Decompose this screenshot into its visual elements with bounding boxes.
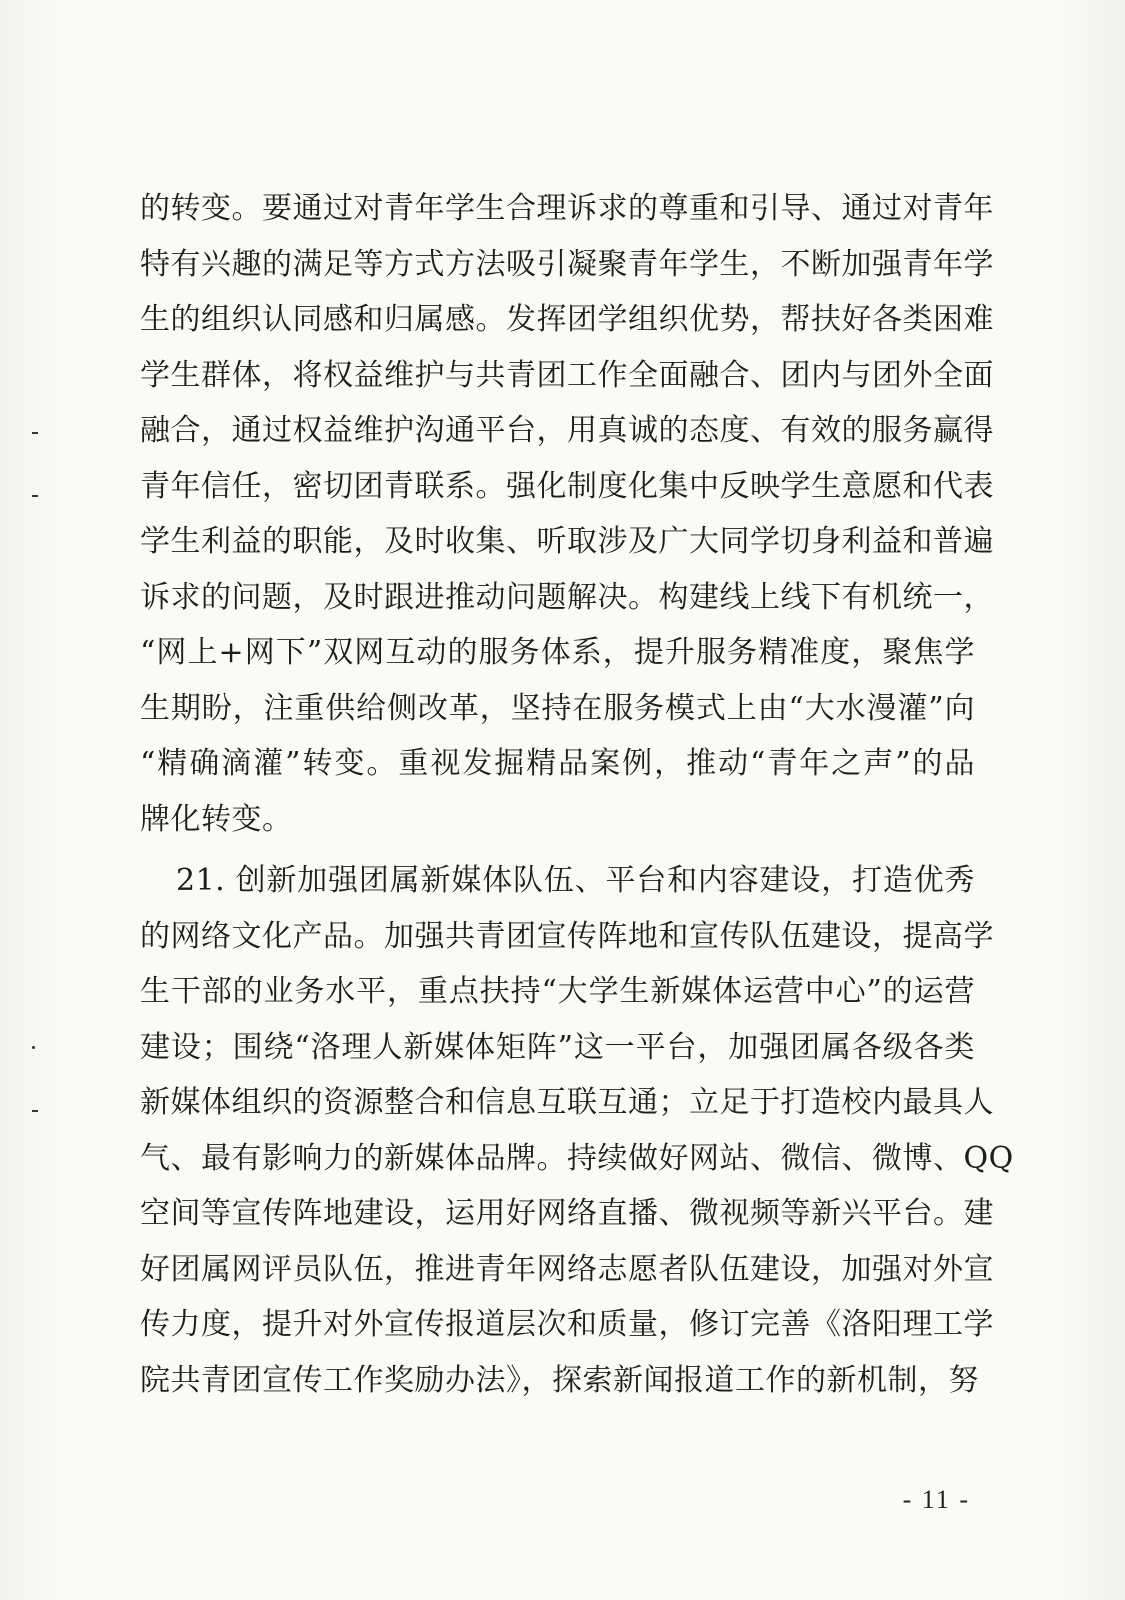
text-line: 生期盼，注重供给侧改革，坚持在服务模式上由“大水漫灌”向 [140, 690, 975, 726]
text-line: 学生利益的职能，及时收集、听取涉及广大同学切身利益和普遍 [140, 524, 994, 559]
text-line: 生的组织认同感和归属感。发挥团学组织优势，帮扶好各类困难 [140, 302, 994, 337]
text-line: “精确滴灌”转变。重视发掘精品案例，推动“青年之声”的品 [140, 746, 975, 781]
text-line: 传力度，提升对外宣传报道层次和质量，修订完善《洛阳理工学 [140, 1307, 994, 1342]
text-line: 青年信任，密切团青联系。强化制度化集中反映学生意愿和代表 [140, 468, 994, 504]
text-line: 好团属网评员队伍，推进青年网络志愿者队伍建设，加强对外宣 [140, 1251, 994, 1287]
text-line: 空间等宣传阵地建设，运用好网络直播、微视频等新兴平台。建 [140, 1196, 994, 1231]
text-line: 气、最有影响力的新媒体品牌。持续做好网站、微信、微博、QQ [140, 1140, 1014, 1176]
text-line: 牌化转变。 [140, 801, 293, 837]
text-line: 融合，通过权益维护沟通平台，用真诚的态度、有效的服务赢得 [140, 413, 994, 448]
margin-mark [32, 432, 38, 434]
text-line: 建设；围绕“洛理人新媒体矩阵”这一平台，加强团属各级各类 [140, 1029, 975, 1065]
page-number: - 11 - [902, 1485, 970, 1514]
text-line: 学生群体，将权益维护与共青团工作全面融合、团内与团外全面 [140, 357, 994, 393]
text-line: 特有兴趣的满足等方式方法吸引凝聚青年学生，不断加强青年学 [140, 246, 994, 282]
text-line: 的网络文化产品。加强共青团宣传阵地和宣传队伍建设，提高学 [140, 918, 994, 954]
text-line: 新媒体组织的资源整合和信息互联互通；立足于打造校内最具人 [140, 1085, 994, 1120]
text-line: 诉求的问题，及时跟进推动问题解决。构建线上线下有机统一， [140, 579, 994, 615]
margin-mark [32, 1110, 38, 1112]
text-line: 院共青团宣传工作奖励办法》，探索新闻报道工作的新机制，努 [140, 1362, 979, 1398]
text-line: “网上+网下”双网互动的服务体系，提升服务精准度，聚焦学 [140, 635, 975, 670]
text-line: 的转变。要通过对青年学生合理诉求的尊重和引导、通过对青年 [140, 191, 994, 226]
margin-mark [32, 495, 38, 497]
text-line: 生干部的业务水平，重点扶持“大学生新媒体运营中心”的运营 [140, 974, 975, 1009]
margin-mark [32, 1046, 35, 1049]
section-heading-line: 21. 创新加强团属新媒体队伍、平台和内容建设，打造优秀 [176, 863, 975, 898]
body-text [140, 181, 1014, 1408]
